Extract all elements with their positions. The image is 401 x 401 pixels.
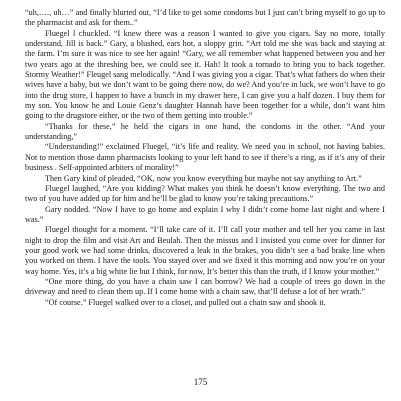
paragraph-9: “One more thing, do you have a chain saw I can borrow? We had a couple of trees go down in the driveway and need to clean them up. If I come home with a chain saw, that’ll defuse a lot of her wrath.”	[25, 276, 385, 297]
body-text	[25, 8, 385, 308]
paragraph-2: Fluegel l chuckled. “I knew there was a reason I wanted to give you cigars. Say no more, totally understand, Jill is back.” Gary, a blushed, ears hot, a sloppy grin. “Art told me she was back and staying at the farm. I’m sure it was nice to see her again! “Gary, we all remember what happened between you and her two years ago at the threshing bee, we could see it. Hah! It took a tornado to bring you to back together. Stormy Weather!” Fleugel sang melodically. “And I was giving you a cigar. That’s what fathers do when their wives have a baby, but we don’t want to be going there now, do we? And you’re in luck, we won’t have to go into the drug store, I happen to have a bunch in my drawer here, I can give you a half dozen. I buy them for my son. You know he and Louie Genz’s daughter Hannah have been together for a while, don’t want him going to the drugstore either, or the two of them getting into trouble.”	[25, 28, 385, 121]
paragraph-1: “uh,…., uh…” and finally blurted out, “I’d like to get some condoms but I just can’t bring myself to go up to the pharmacist and ask for them..”	[25, 8, 385, 28]
paragraph-6: Fluegel laughed, “Are you kidding? What makes you think he doesn’t know everything. The two and two of you have added up for him and he’ll be glad to know you’re taking precautions.”	[25, 183, 385, 204]
paragraph-5: Then Gary kind of pleaded, “OK, now you know everything but maybe not say anything to Art.”	[45, 173, 362, 183]
paragraph-7: Gary nodded. “Now I have to go home and explain I why I didn’t come home last night and where I was.”	[25, 204, 385, 224]
paragraph-4: “Understanding!” exclaimed Fluegel, “it’s life and reality. We need you in school, not having babies. Not to mention those damn pharmacists looking to your left hand to see if there’s a ring, as if it’s any of their business . Self-appointed arbiters of morality!”	[25, 142, 385, 173]
paragraph-8: Fluegel thought for a moment. “I’ll take care of it. I’ll call your mother and tell her you came in last night to drop the film and visit Art and Beulah. Then the missus and I insisted you come over for dinner for your good work we had some drinks, discovered a leak in the brakes, you didn’t see a bad brake line when you worked on them. I have the tools. You stayed over and we fixed it this morning and now you’re on your way home. Yes, it’s a big white lie but I think, for now, It’s better this than the truth, if I know your mother.”	[25, 225, 385, 276]
page-number: 175	[193, 377, 208, 387]
paragraph-3: “Thanks for these,” he held the cigars in one hand, the condoms in the other. “And your understanding,”	[25, 121, 385, 142]
paragraph-10: “Of course.” Fluegel walked over to a closet, and pulled out a chain saw and shook it.	[45, 297, 326, 307]
